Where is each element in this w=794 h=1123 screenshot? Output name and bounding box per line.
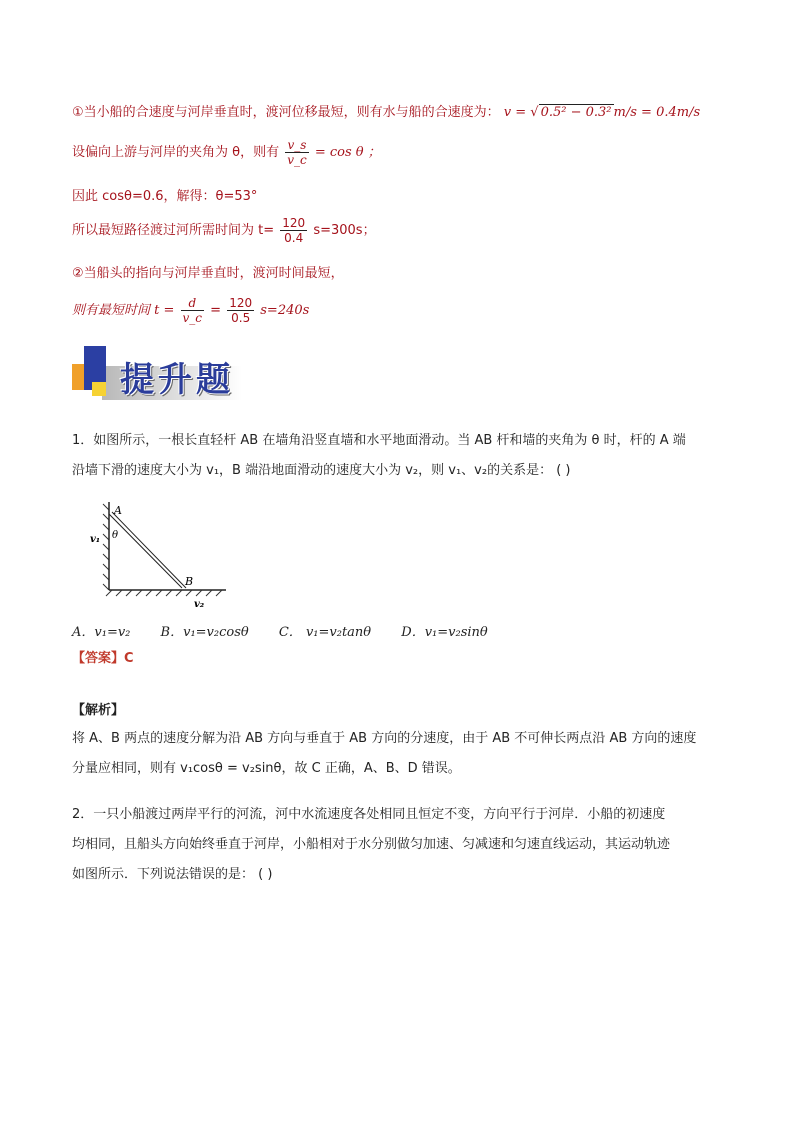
question-2 <box>72 800 722 890</box>
label-a: A <box>114 504 122 517</box>
fraction-120-05 <box>227 296 254 325</box>
solution-line-4 <box>72 216 376 245</box>
option-a[interactable]: A．v₁=v₂ <box>72 625 131 640</box>
analysis-line-1: 将 A、B 两点的速度分解为沿 AB 方向与垂直于 AB 方向的分速度，由于 AB 不可伸长两点沿 AB 方向的速度 <box>72 731 697 746</box>
solution-line-2 <box>72 138 381 167</box>
rod-edge-2 <box>112 512 186 588</box>
banner-yellow-block <box>92 382 106 396</box>
label-v2: v₂ <box>194 599 205 610</box>
question-1-options <box>72 620 722 646</box>
formula-resultant-velocity: v = √ 0.5² − 0.3² m/s = 0.4m/s <box>503 105 701 120</box>
formula-v: v = <box>503 105 527 120</box>
question-1 <box>72 426 722 486</box>
question-2-line-2: 均相同，且船头方向始终垂直于河岸，小船相对于水分别做匀加速、匀减速和匀速直线运动，其运动轨迹 <box>72 837 671 852</box>
fraction-120-04 <box>280 216 307 245</box>
fraction-den: v_c <box>182 311 203 325</box>
label-theta: θ <box>112 530 119 541</box>
fraction-d-vc <box>181 296 205 325</box>
section-banner <box>72 344 252 402</box>
fraction-den: 0.4 <box>284 231 304 245</box>
option-d[interactable]: D．v₁=v₂sinθ <box>401 625 488 640</box>
question-1-line-1: 1．如图所示，一根长直轻杆 AB 在墙角沿竖直墙和水平地面滑动。当 AB 杆和墙的夹角为 θ 时，杆的 A 端 <box>72 433 686 448</box>
analysis-line-2: 分量应相同，则有 v₁cosθ = v₂sinθ，故 C 正确，A、B、D 错误。 <box>72 761 461 776</box>
solution-line-6: 则有最短时间 t = $\frac{d}{v\_c}$ = $\frac{120}{0.5}$ s=240s <box>72 296 310 325</box>
option-b[interactable]: B．v₁=v₂cosθ <box>160 625 249 640</box>
formula-sqrt: 0.5² − 0.3² <box>540 105 612 120</box>
fraction-num: v_s <box>285 138 309 153</box>
option-c[interactable]: C． v₁=v₂tanθ <box>278 625 372 640</box>
fraction-vs-vc <box>285 138 309 167</box>
wall-hatching <box>103 504 109 590</box>
solution-text-4: 所以最短路径渡过河所需时间为 t= <box>72 223 275 238</box>
solution-tail-4: s=300s； <box>313 223 376 238</box>
solution-line-5: ②当船头的指向与河岸垂直时，渡河时间最短， <box>72 266 344 281</box>
solution-tail-6: s=240s <box>260 303 310 318</box>
solution-text-2: 设偏向上游与河岸的夹角为 θ，则有 <box>72 145 280 160</box>
fraction-num: 120 <box>229 296 253 310</box>
rod-edge-1 <box>109 514 182 588</box>
banner-title: 提升题 <box>120 360 234 400</box>
fraction-num: d <box>181 296 205 311</box>
question-2-line-3: 如图所示．下列说法错误的是： ( ) <box>72 867 273 882</box>
analysis-body <box>72 724 722 784</box>
ground-hatching <box>106 590 222 596</box>
solution-text-1: ①当小船的合速度与河岸垂直时，渡河位移最短，则有水与船的合速度为： <box>72 105 500 120</box>
question-2-line-1: 2．一只小船渡过两岸平行的河流，河中水流速度各处相同且恒定不变，方向平行于河岸．小船的初速度 <box>72 807 666 822</box>
fraction-num: 120 <box>282 216 306 230</box>
fraction-den: 0.5 <box>231 311 251 325</box>
analysis-label: 【解析】 <box>72 703 125 718</box>
solution-text-6: 则有最短时间 t = <box>72 303 175 318</box>
solution-tail-2: = cos θ ； <box>314 145 381 160</box>
question-1-figure <box>86 500 236 612</box>
solution-line-3: 因此 cosθ=0.6，解得：θ=53° <box>72 189 258 204</box>
label-v1: v₁ <box>90 534 101 545</box>
formula-tail: m/s = 0.4m/s <box>613 105 701 120</box>
solution-line-1 <box>72 104 700 122</box>
question-1-line-2: 沿墙下滑的速度大小为 v₁，B 端沿地面滑动的速度大小为 v₂，则 v₁、v₂的关系是： ( ) <box>72 463 571 478</box>
fraction-den: v_c <box>287 153 307 167</box>
label-b: B <box>185 575 194 588</box>
answer-label: 【答案】C <box>72 651 134 666</box>
